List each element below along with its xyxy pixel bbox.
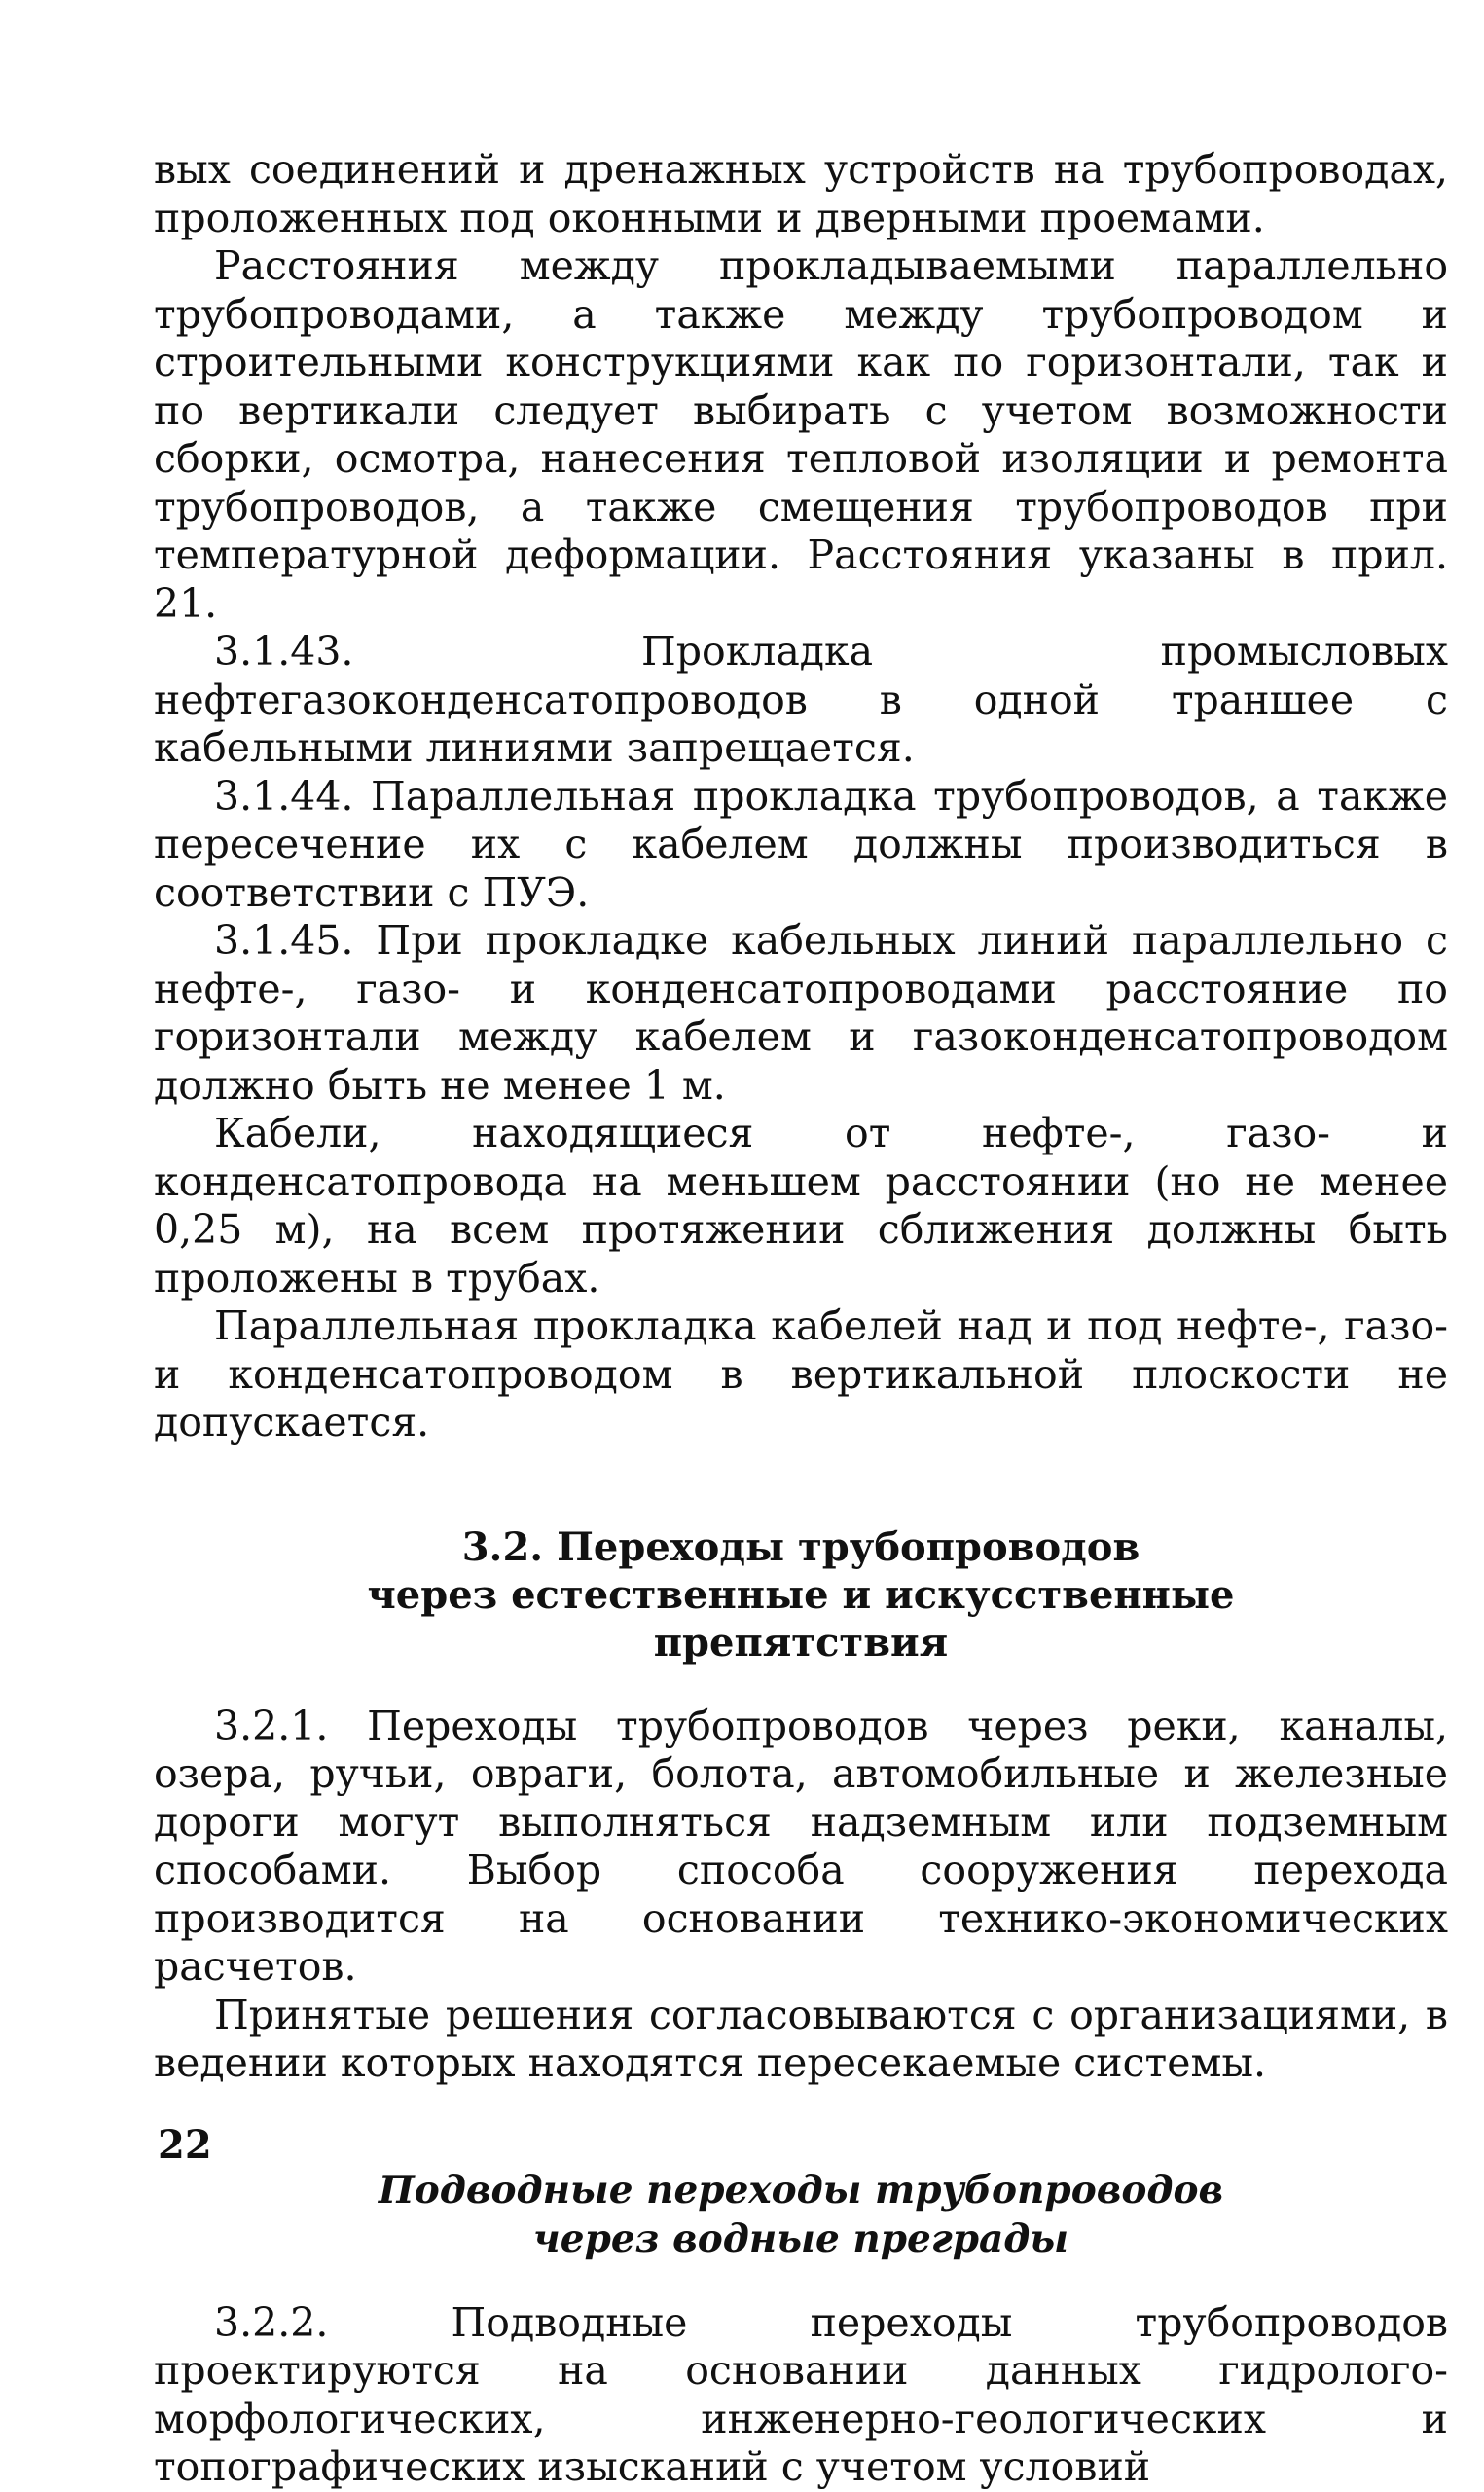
spacer <box>154 1448 1448 1523</box>
section-heading-line: препятствия <box>653 1619 949 1666</box>
section-heading-line: 3.2. Переходы трубопроводов <box>461 1523 1140 1570</box>
paragraph-cables-distance: Кабели, находящиеся от нефте-, газо- и конденсатопровода на меньшем расстоянии (но не менее 0,25 м), на всем протяжении сближения должны быть проложены в трубах. <box>154 1110 1448 1301</box>
paragraph-3-2-2: 3.2.2. Подводные переходы трубопроводов проектируются на основании данных гидролого-морфологических, инженерно-геологических и топографических изысканий с учетом условий <box>154 2298 1448 2490</box>
spacer <box>154 2088 1448 2166</box>
section-heading-line: через естественные и искусственные <box>367 1571 1235 1618</box>
page-body <box>154 146 1448 2492</box>
paragraph-decisions: Принятые решения согласовываются с организациями, в ведении которых находятся пересекаемые системы. <box>154 1991 1448 2086</box>
paragraph-3-2-1: 3.2.1. Переходы трубопроводов через реки, каналы, озера, ручьи, овраги, болота, автомобильные и железные дороги могут выполняться надземным или подземным способами. Выбор способа сооружения перехода производится на основании технико-экономических расчетов. <box>154 1702 1448 1990</box>
section-heading-3-2 <box>154 1523 1448 1667</box>
page-number: 22 <box>158 2122 212 2168</box>
paragraph-3-1-44: 3.1.44. Параллельная прокладка трубопроводов, а также пересечение их с кабелем должны производиться в соответствии с ПУЭ. <box>154 772 1448 916</box>
paragraph-3-1-45: 3.1.45. При прокладке кабельных линий параллельно с нефте-, газо- и конденсатопроводами расстояние по горизонтали между кабелем и газоконденсатопроводом должно быть не менее 1 м. <box>154 917 1448 1109</box>
paragraph-continuation: вых соединений и дренажных устройств на трубопроводах, проложенных под оконными и дверными проемами. <box>154 146 1448 241</box>
paragraph-distances: Расстояния между прокладываемыми параллельно трубопроводами, а также между трубопроводом и строительными конструкциями как по горизонтали, так и по вертикали следует выбирать с учетом возможности сборки, осмотра, нанесения тепловой изоляции и ремонта трубопроводов, а также смещения трубопроводов при температурной деформации. Расстояния указаны в прил. 21. <box>154 242 1448 627</box>
subsection-heading-line: Подводные переходы трубопроводов <box>378 2167 1224 2213</box>
spacer <box>154 2263 1448 2299</box>
paragraph-3-1-43: 3.1.43. Прокладка промысловых нефтегазоконденсатопроводов в одной траншее с кабельными линиями запрещается. <box>154 628 1448 771</box>
subsection-heading-line: через водные преграды <box>532 2216 1069 2261</box>
spacer <box>154 1667 1448 1703</box>
subsection-heading-underwater <box>154 2166 1448 2263</box>
paragraph-cables-vertical: Параллельная прокладка кабелей над и под нефте-, газо- и конденсатопроводом в вертикальной плоскости не допускается. <box>154 1302 1448 1446</box>
